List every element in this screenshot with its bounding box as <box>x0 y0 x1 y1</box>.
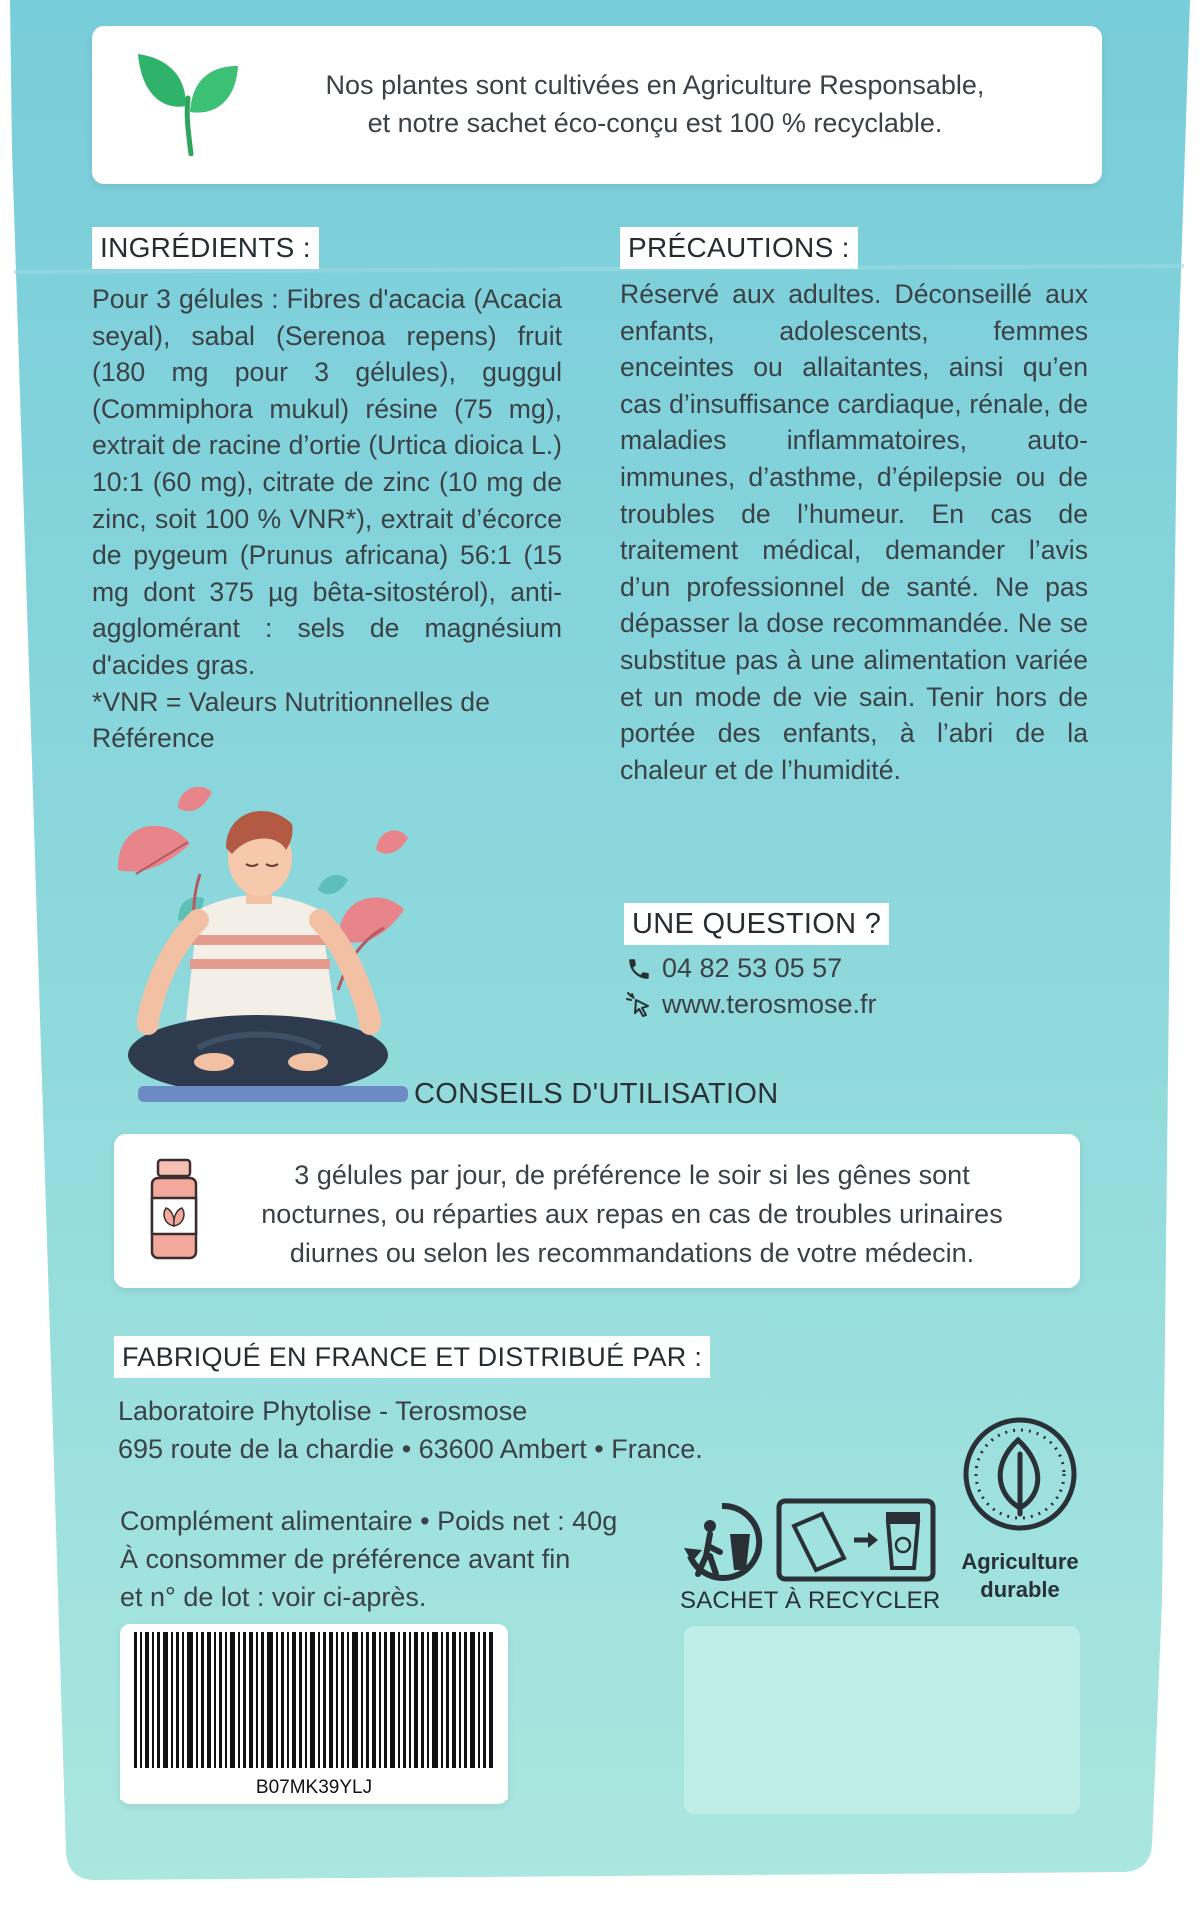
triman-icon <box>680 1500 764 1584</box>
sprout-icon <box>136 50 240 156</box>
product-info <box>120 1502 617 1616</box>
phone-icon <box>626 956 652 982</box>
usage-line: 3 gélules par jour, de préférence le soir si les gênes sont <box>294 1160 970 1190</box>
usage-line: nocturnes, ou réparties aux repas en cas de troubles urinaires <box>261 1199 1003 1229</box>
supplement-bottle-icon <box>148 1158 200 1262</box>
eco-banner-text <box>240 66 1070 142</box>
phone-number[interactable]: 04 82 53 05 57 <box>662 953 843 983</box>
vnr-note: *VNR = Valeurs Nutritionnelles de Référence <box>92 686 490 754</box>
precautions-heading: PRÉCAUTIONS : <box>620 227 858 269</box>
usage-heading: CONSEILS D'UTILISATION <box>414 1078 779 1110</box>
agriculture-badge-label <box>946 1548 1094 1604</box>
meditation-illustration <box>108 780 428 1110</box>
usage-text <box>212 1156 1052 1273</box>
ingredients-body: Pour 3 gélules : Fibres d'acacia (Acacia seyal), sabal (Serenoa repens) fruit (180 mg pour 3 gélules), guggul (Commiphora mukul) résine (75 mg), extrait de racine d’ortie (Urtica dioica L.) 10:1 (60 mg), citrate de zinc (10 mg de zinc, soit 100 % VNR*), extrait d’écorce de pygeum (Prunus africana) 56:1 (15 mg dont 375 µg bêta-sitostérol), anti-agglomérant : sels de magnésium d'acides gras. <box>92 284 563 680</box>
product-info-line: À consommer de préférence avant fin <box>120 1544 571 1574</box>
manufacturer-name: Laboratoire Phytolise - Terosmose <box>118 1396 528 1426</box>
barcode-bars <box>130 1632 500 1772</box>
question-heading: UNE QUESTION ? <box>624 903 889 945</box>
eco-banner-line: et notre sachet éco-conçu est 100 % recyclable. <box>367 108 943 138</box>
leaf-seal-icon <box>962 1414 1078 1546</box>
barcode-number: B07MK39YLJ <box>120 1776 508 1800</box>
usage-line: diurnes ou selon les recommandations de votre médecin. <box>289 1238 975 1268</box>
website-link[interactable]: www.terosmose.fr <box>662 989 877 1019</box>
lot-label-area <box>684 1626 1080 1814</box>
ingredients-text <box>92 281 562 757</box>
ingredients-heading: INGRÉDIENTS : <box>92 227 319 269</box>
agriculture-badge-line1: Agriculture <box>961 1549 1079 1574</box>
manufacturer-address: 695 route de la chardie • 63600 Ambert • France. <box>118 1434 703 1464</box>
eco-banner-line: Nos plantes sont cultivées en Agriculture Responsable, <box>325 70 985 100</box>
manufacturer-heading: FABRIQUÉ EN FRANCE ET DISTRIBUÉ PAR : <box>114 1336 710 1378</box>
recycle-label: SACHET À RECYCLER <box>680 1587 941 1614</box>
pointer-click-icon <box>624 990 654 1020</box>
precautions-text: Réservé aux adultes. Déconseillé aux enfants, adolescents, femmes enceintes ou allaitantes, ainsi qu’en cas d’insuffisance cardiaque, rénale, de maladies inflammatoires, auto-immunes, d’asthme, d’épilepsie ou de troubles de l’humeur. En cas de traitement médical, demander l’avis d’un professionnel de santé. Ne pas dépasser la dose recommandée. Ne se substitue pas à une alimentation variée et un mode de vie sain. Tenir hors de portée des enfants, à l’abri de la chaleur et de l’humidité. <box>620 279 1088 785</box>
product-info-line: et n° de lot : voir ci-après. <box>120 1582 427 1612</box>
agriculture-badge-line2: durable <box>980 1577 1060 1602</box>
product-info-line: Complément alimentaire • Poids net : 40g <box>120 1506 618 1536</box>
recycle-bin-icon <box>776 1498 936 1582</box>
manufacturer-info <box>118 1392 703 1468</box>
